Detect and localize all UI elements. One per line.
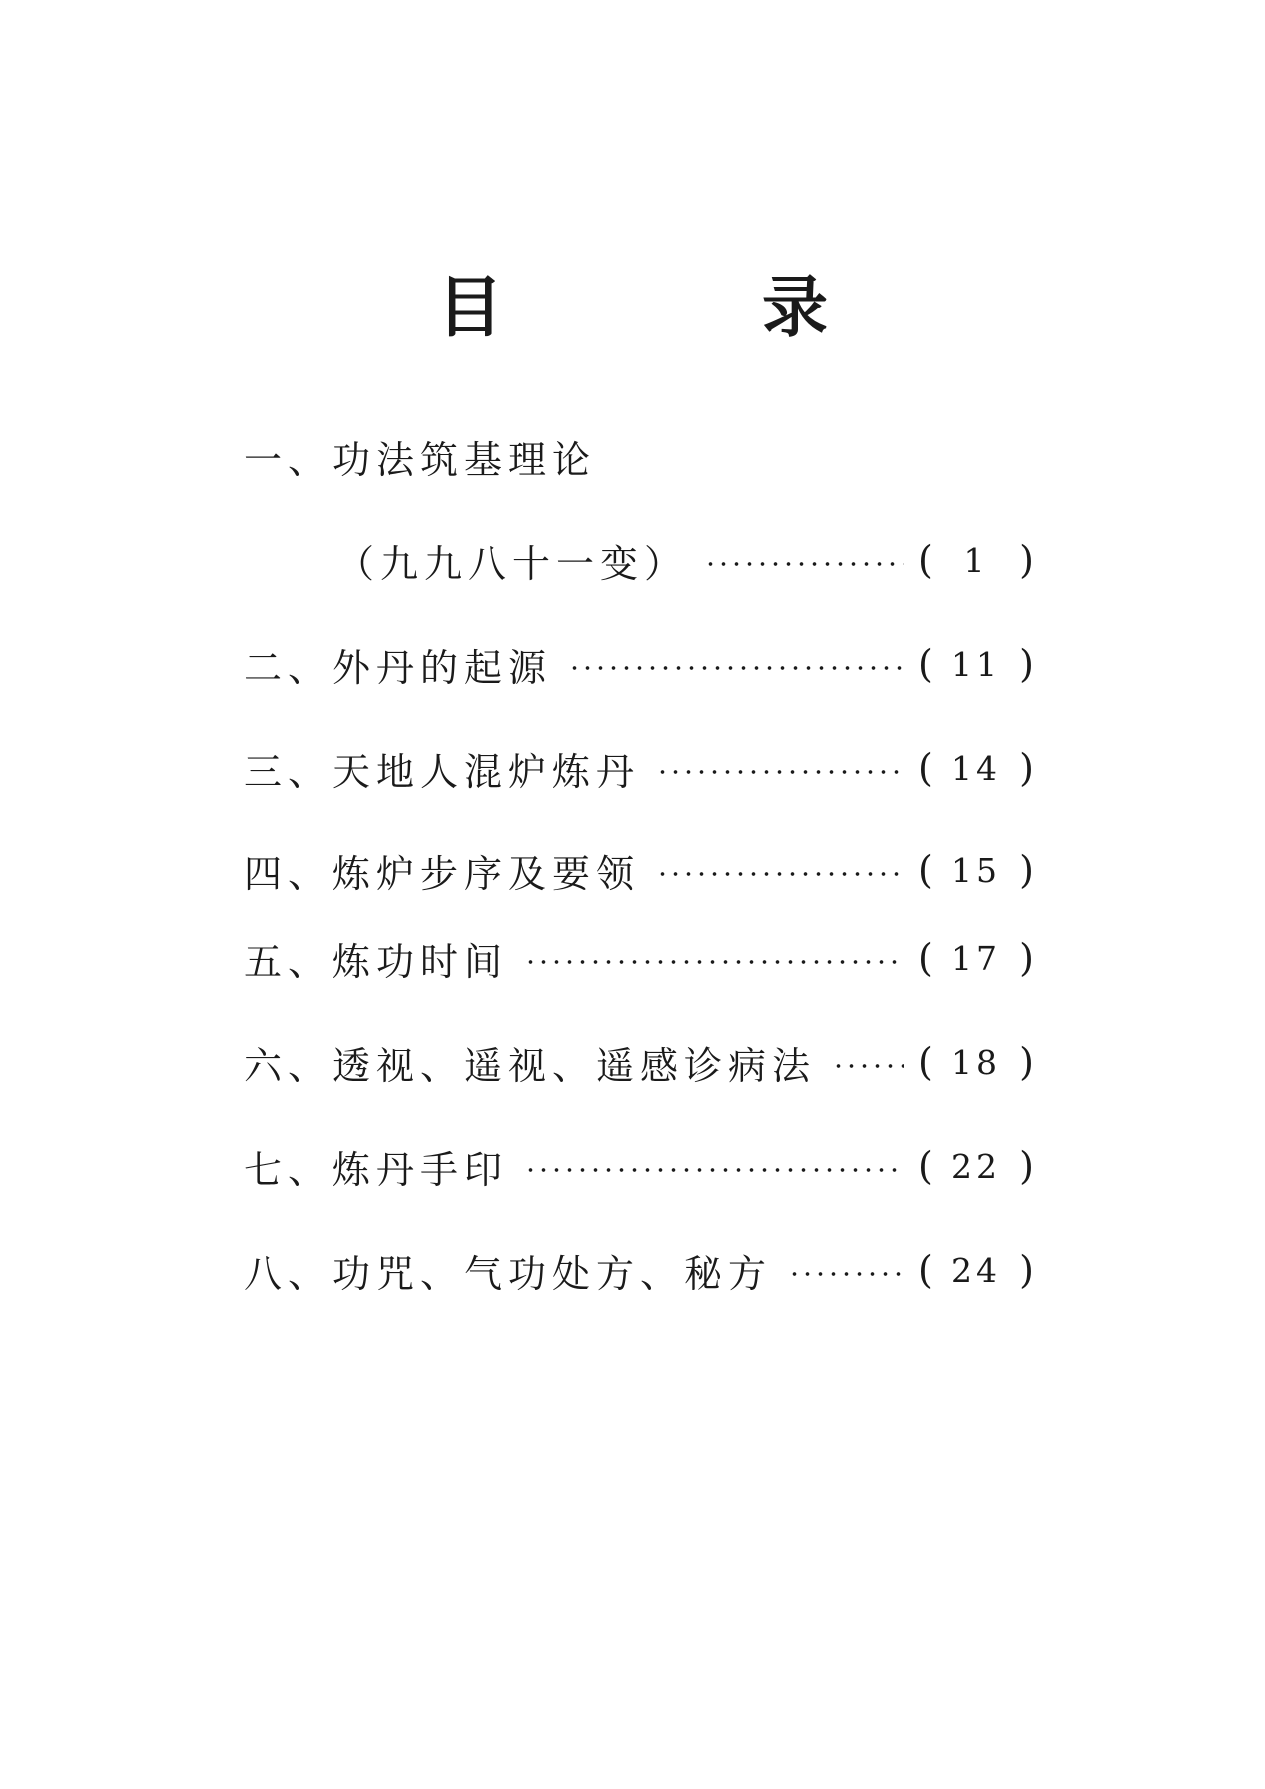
dot-leader [524,1168,904,1172]
paren-close: ) [1019,642,1034,686]
toc-page-number: 17 [951,938,1001,978]
toc-entry-3 [244,738,1034,798]
paren-close: ) [1019,1144,1034,1188]
paren-open: ( [918,1248,933,1292]
paren-open: ( [918,936,933,980]
toc-entry-label: （九九八十一变） [336,541,689,586]
toc-page-ref [918,746,1034,790]
toc-page-number: 18 [951,1042,1001,1082]
toc-entry-1 [244,426,1034,486]
toc-page-number: 1 [963,540,989,580]
toc-entry-label: 二、外丹的起源 [244,645,553,690]
paren-open: ( [918,1144,933,1188]
paren-open: ( [918,746,933,790]
paren-open: ( [918,538,933,582]
toc-page-ref [918,1248,1034,1292]
paren-close: ) [1019,936,1034,980]
toc-page-number: 22 [951,1146,1001,1186]
toc-page-number: 14 [951,748,1001,788]
toc-page-number: 15 [951,850,1001,890]
paren-close: ) [1019,848,1034,892]
toc-entry-label: 四、炼炉步序及要领 [244,851,641,896]
toc-page-ref [918,1040,1034,1084]
toc-entry-7 [244,1136,1034,1196]
toc-page-ref [918,1144,1034,1188]
toc-page-ref [918,936,1034,980]
toc-entry-label: 八、功咒、气功处方、秘方 [244,1251,773,1296]
toc-entry-4 [244,840,1034,900]
toc-entry-label: 六、透视、遥视、遥感诊病法 [244,1043,817,1088]
toc-entry-8 [244,1240,1034,1300]
toc-page-ref [918,538,1034,582]
dot-leader [704,562,904,566]
dot-leader [656,770,904,774]
paren-open: ( [918,848,933,892]
toc-entry-label: 一、功法筑基理论 [244,437,597,482]
paren-open: ( [918,1040,933,1084]
paren-close: ) [1019,1248,1034,1292]
toc-entry-1-subtitle [336,530,1034,590]
paren-open: ( [918,642,933,686]
page-title: 目 录 [437,268,946,346]
dot-leader [656,872,904,876]
toc-entry-5 [244,928,1034,988]
paren-close: ) [1019,1040,1034,1084]
toc-page-number: 24 [951,1250,1001,1290]
toc-page-number: 11 [951,644,1001,684]
dot-leader [568,666,904,670]
toc-page-ref [918,642,1034,686]
dot-leader [788,1272,904,1276]
toc-entry-label: 三、天地人混炉炼丹 [244,749,641,794]
toc-entry-6 [244,1032,1034,1092]
paren-close: ) [1019,746,1034,790]
toc-page-ref [918,848,1034,892]
paren-close: ) [1019,538,1034,582]
dot-leader [524,960,904,964]
dot-leader [832,1064,904,1068]
toc-entry-2 [244,634,1034,694]
toc-entry-label: 五、炼功时间 [244,939,509,984]
toc-entry-label: 七、炼丹手印 [244,1147,509,1192]
